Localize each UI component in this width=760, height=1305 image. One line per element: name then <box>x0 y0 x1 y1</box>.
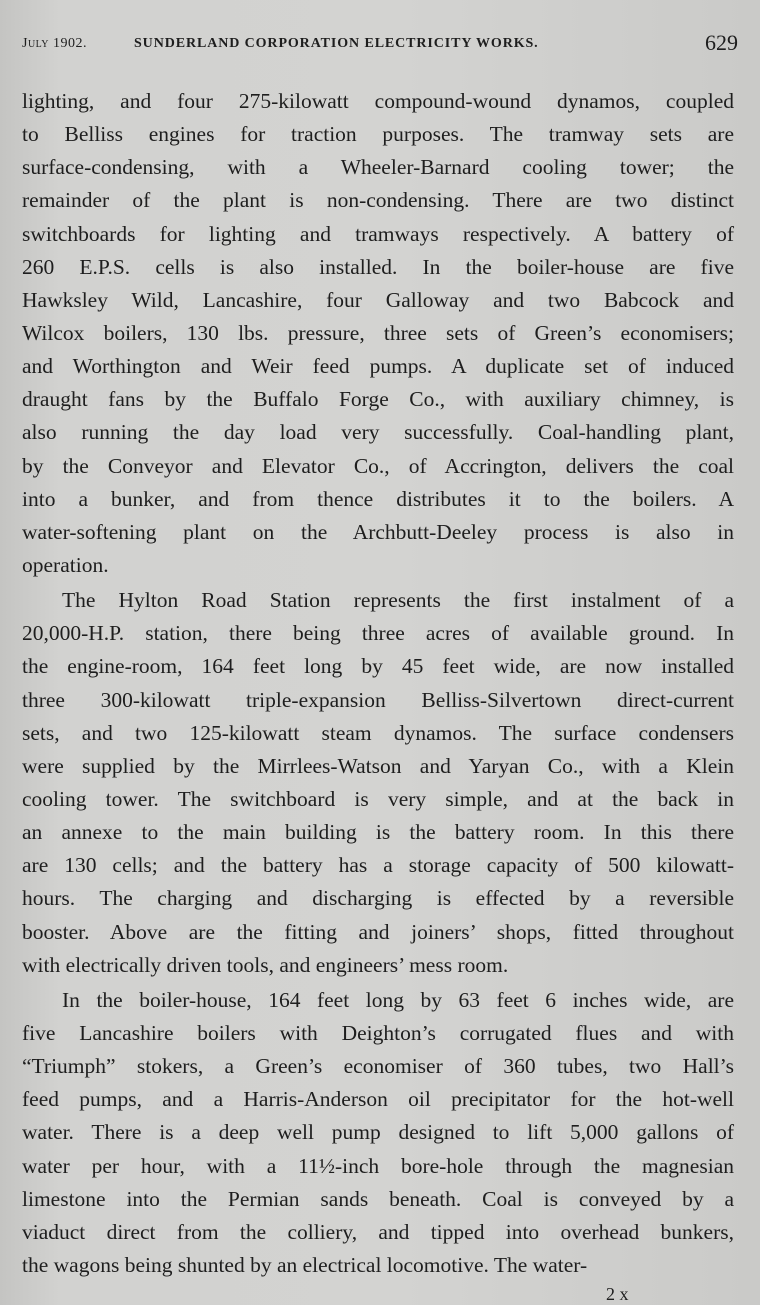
text-line: water. There is a deep well pump designed to lift 5,000 gallons of <box>22 1120 734 1145</box>
signature-mark: 2 x <box>606 1284 629 1304</box>
text-line: to Belliss engines for traction purposes. The tramway sets are <box>22 122 734 147</box>
text-line: limestone into the Permian sands beneath. Coal is conveyed by a <box>22 1186 734 1211</box>
header-date: July 1902. <box>22 36 87 51</box>
text-line: with electrically driven tools, and engineers’ mess room. <box>22 952 509 977</box>
paragraph <box>22 584 734 982</box>
text-line: the wagons being shunted by an electrical locomotive. The water- <box>22 1252 588 1277</box>
text-line: remainder of the plant is non-condensing. There are two distinct <box>22 188 734 213</box>
text-line: are 130 cells; and the battery has a storage capacity of 500 kilowatt- <box>22 853 734 878</box>
text-line: lighting, and four 275-kilowatt compound-wound dynamos, coupled <box>22 89 734 113</box>
text-line: cooling tower. The switchboard is very simple, and at the back in <box>22 786 734 811</box>
text-line: 20,000-H.P. station, there being three acres of available ground. In <box>22 621 734 646</box>
header-title: SUNDERLAND CORPORATION ELECTRICITY WORKS. <box>134 36 539 51</box>
text-line: Hawksley Wild, Lancashire, four Galloway and two Babcock and <box>22 287 734 312</box>
text-line: surface-condensing, with a Wheeler-Barnard cooling tower; the <box>22 155 734 180</box>
text-line: viaduct direct from the colliery, and tipped into overhead bunkers, <box>22 1219 734 1244</box>
text-line: In the boiler-house, 164 feet long by 63 feet 6 inches wide, are <box>62 987 734 1012</box>
text-line: water per hour, with a 11½-inch bore-hole through the magnesian <box>22 1153 734 1178</box>
text-line: switchboards for lighting and tramways respectively. A battery of <box>22 221 734 246</box>
text-line: by the Conveyor and Elevator Co., of Accrington, delivers the coal <box>22 453 734 478</box>
running-head <box>22 30 740 60</box>
body-text <box>22 85 734 1282</box>
text-line: feed pumps, and a Harris-Anderson oil precipitator for the hot-well <box>22 1087 734 1112</box>
text-line: hours. The charging and discharging is effected by a reversible <box>22 886 734 911</box>
text-line: The Hylton Road Station represents the first instalment of a <box>62 588 734 613</box>
text-line: into a bunker, and from thence distributes it to the boilers. A <box>22 486 734 511</box>
text-line: operation. <box>22 552 109 577</box>
paragraph <box>22 85 734 582</box>
text-line: booster. Above are the fitting and joiners’ shops, fitted throughout <box>22 919 734 944</box>
text-line: 260 E.P.S. cells is also installed. In the boiler-house are five <box>22 254 734 279</box>
text-line: “Triumph” stokers, a Green’s economiser of 360 tubes, two Hall’s <box>22 1054 734 1079</box>
text-line: three 300-kilowatt triple-expansion Belliss-Silvertown direct-current <box>22 687 734 712</box>
text-line: water-softening plant on the Archbutt-Deeley process is also in <box>22 519 734 544</box>
page-number: 629 <box>705 30 738 55</box>
text-line: Wilcox boilers, 130 lbs. pressure, three sets of Green’s economisers; <box>22 320 734 345</box>
text-line: five Lancashire boilers with Deighton’s corrugated flues and with <box>22 1020 734 1045</box>
text-line: were supplied by the Mirrlees-Watson and Yaryan Co., with a Klein <box>22 753 734 778</box>
text-line: draught fans by the Buffalo Forge Co., with auxiliary chimney, is <box>22 387 734 412</box>
text-line: also running the day load very successfully. Coal-handling plant, <box>22 420 734 445</box>
text-line: sets, and two 125-kilowatt steam dynamos. The surface condensers <box>22 720 734 745</box>
text-line: the engine-room, 164 feet long by 45 feet wide, are now installed <box>22 654 734 679</box>
text-line: and Worthington and Weir feed pumps. A duplicate set of induced <box>22 354 734 379</box>
text-line: an annexe to the main building is the battery room. In this there <box>22 820 734 845</box>
paragraph <box>22 984 734 1282</box>
